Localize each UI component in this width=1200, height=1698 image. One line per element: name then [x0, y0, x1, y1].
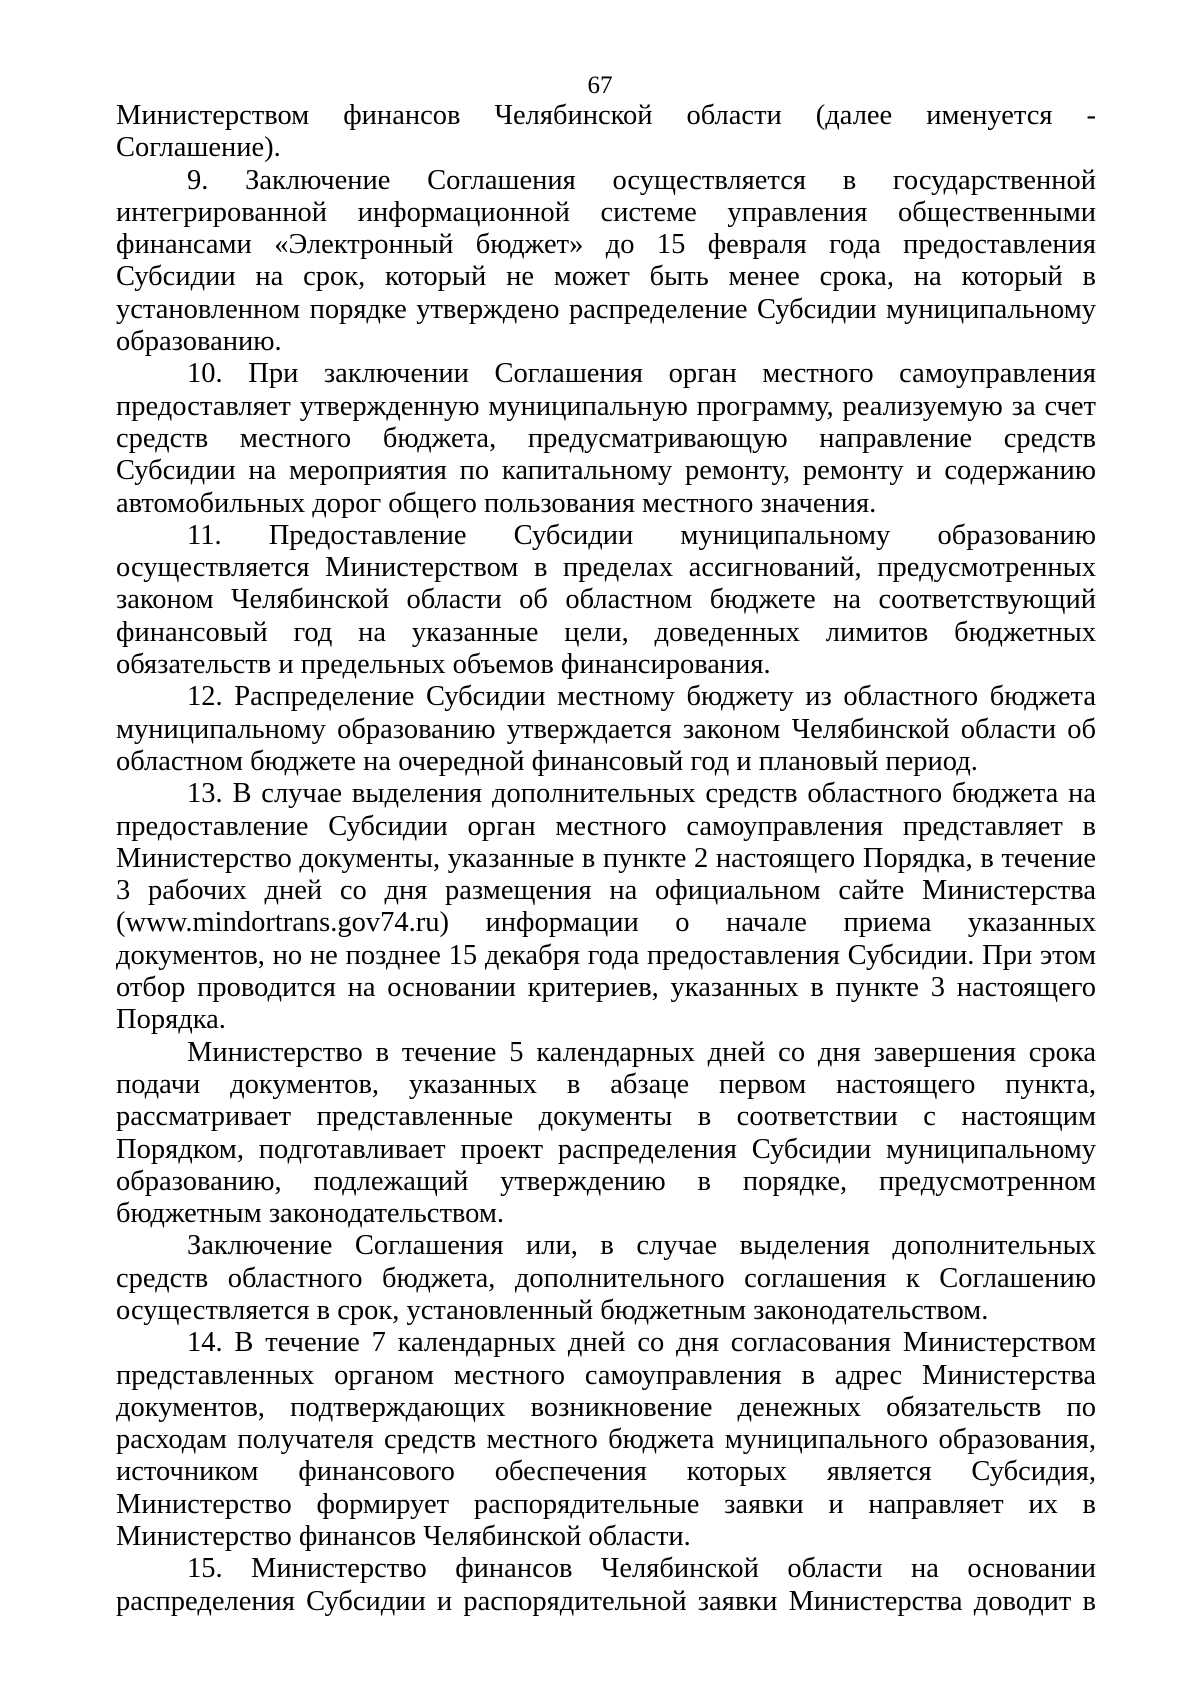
paragraph-11: 11. Предоставление Субсидии муниципальному образованию осуществляется Министерством в пределах ассигнований, предусмотренных законом Челябинской области об областном бюджете на соответствующий финансовый год на указанные цели, доведенных лимитов бюджетных обязательств и предельных объемов финансирования.: [116, 519, 1096, 681]
paragraph-10: 10. При заключении Соглашения орган местного самоуправления предоставляет утвержденную муниципальную программу, реализуемую за счет средств местного бюджета, предусматривающую направление средств Субсидии на мероприятия по капитальному ремонту, ремонту и содержанию автомобильных дорог общего пользования местного значения.: [116, 358, 1096, 519]
paragraph-continued: Министерством финансов Челябинской области (далее именуется - Соглашение).: [116, 100, 1096, 164]
document-body: [116, 100, 1096, 1618]
paragraph-13: 13. В случае выделения дополнительных средств областного бюджета на предоставление Субсидии орган местного самоуправления представляет в Министерство документы, указанные в пункте 2 настоящего Порядка, в течение 3 рабочих дней со дня размещения на официальном сайте Министерства (www.mindortrans.gov74.ru) информации о начале приема указанных документов, но не позднее 15 декабря года предоставления Субсидии. При этом отбор проводится на основании критериев, указанных в пункте 3 настоящего Порядка.: [116, 778, 1096, 1036]
paragraph-9: 9. Заключение Соглашения осуществляется в государственной интегрированной информационной системе управления общественными финансами «Электронный бюджет» до 15 февраля года предоставления Субсидии на срок, который не может быть менее срока, на который в установленном порядке утверждено распределение Субсидии муниципальному образованию.: [116, 164, 1096, 358]
paragraph-13-second: Министерство в течение 5 календарных дней со дня завершения срока подачи документов, указанных в абзаце первом настоящего пункта, рассматривает представленные документы в соответствии с настоящим Порядком, подготавливает проект распределения Субсидии муниципальному образованию, подлежащий утверждению в порядке, предусмотренном бюджетным законодательством.: [116, 1036, 1096, 1230]
paragraph-15: 15. Министерство финансов Челябинской области на основании распределения Субсидии и распорядительной заявки Министерства доводит в: [116, 1553, 1096, 1617]
page-number: 67: [587, 72, 613, 99]
paragraph-14: 14. В течение 7 календарных дней со дня согласования Министерством представленных органом местного самоуправления в адрес Министерства документов, подтверждающих возникновение денежных обязательств по расходам получателя средств местного бюджета муниципального образования, источником финансового обеспечения которых является Субсидия, Министерство формирует распорядительные заявки и направляет их в Министерство финансов Челябинской области.: [116, 1327, 1096, 1553]
paragraph-13-third: Заключение Соглашения или, в случае выделения дополнительных средств областного бюджета, дополнительного соглашения к Соглашению осуществляется в срок, установленный бюджетным законодательством.: [116, 1230, 1096, 1326]
paragraph-12: 12. Распределение Субсидии местному бюджету из областного бюджета муниципальному образованию утверждается законом Челябинской области об областном бюджете на очередной финансовый год и плановый период.: [116, 681, 1096, 777]
